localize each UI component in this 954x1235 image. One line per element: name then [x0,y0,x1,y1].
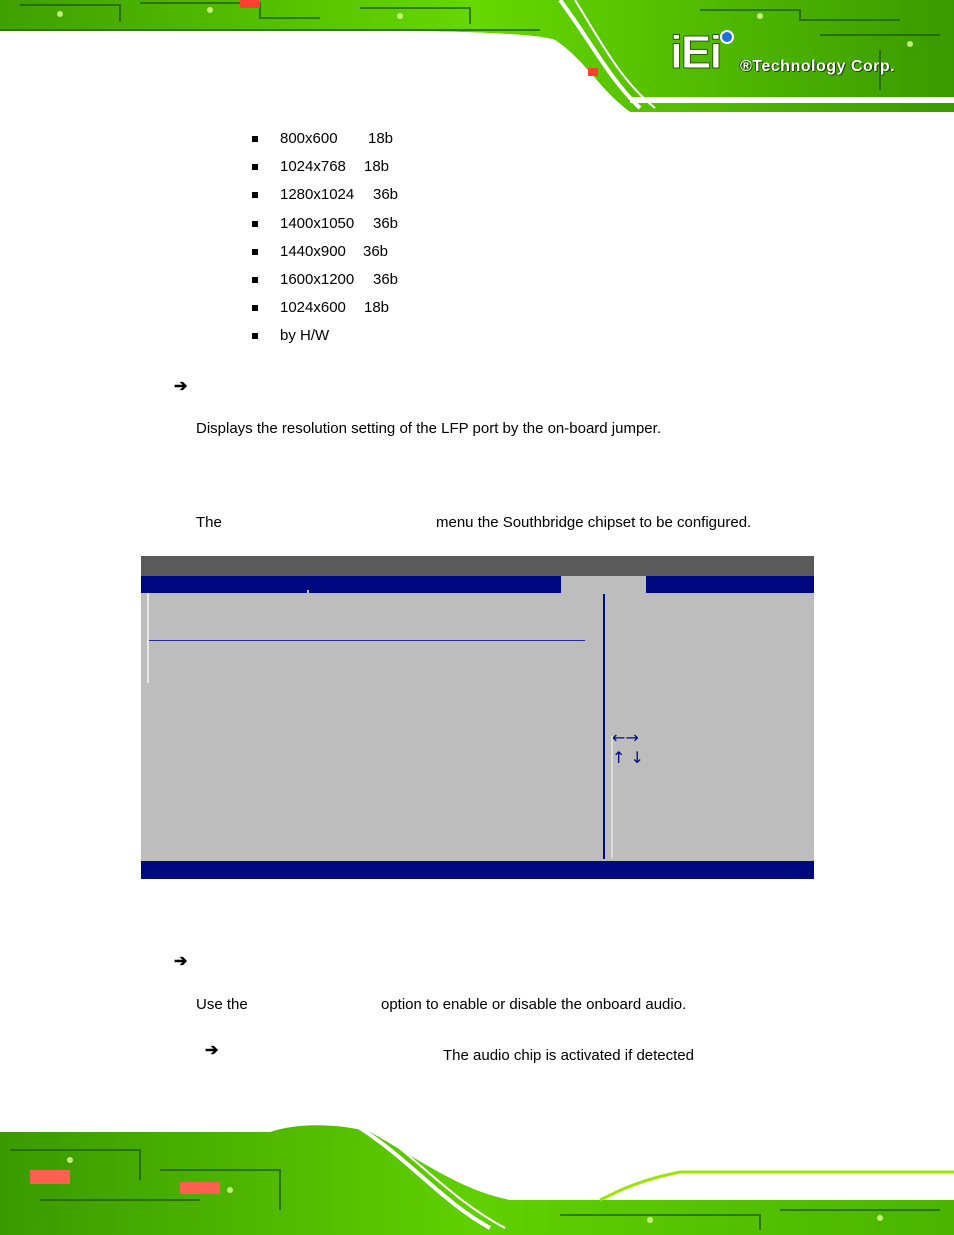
bios-key-legend [612,728,644,768]
resolution-value: 1280x1024 [280,186,355,204]
square-bullet-icon [252,136,258,142]
square-bullet-icon [252,305,258,311]
bios-title-bar [141,556,814,576]
square-bullet-icon [252,164,258,170]
audio-intro-end: option to enable or disable the onboard audio. [381,996,687,1013]
resolution-value: 1600x1200 [280,270,355,288]
resolution-value: 1440x900 [280,242,346,260]
resolution-value: by H/W [280,327,330,345]
arrow-bullet-icon: ➔ [174,378,188,395]
lfp-description: Displays the resolution setting of the LFP port by the on-board jumper. [196,420,661,437]
southbridge-intro-end: menu the Southbridge chipset to be configured. [436,514,752,531]
audio-intro-start: Use the [196,996,248,1013]
resolution-bits: 18b [364,158,390,176]
left-right-arrows-icon: ←→ [612,728,639,747]
square-bullet-icon [252,221,258,227]
bios-help-divider [603,594,605,859]
resolution-bits: 18b [368,130,394,147]
page-footer [0,1120,954,1235]
logo-text: ®Technology Corp. [740,58,896,75]
bios-active-tab [561,576,646,593]
resolution-value: 1024x768 [280,158,346,176]
southbridge-intro-start: The [196,514,222,531]
logo-mark: iEi [670,26,721,78]
bios-menu-bar [141,576,814,593]
square-bullet-icon [252,192,258,198]
resolution-value: 800x600 [280,130,338,147]
bios-tab-separator [307,590,309,593]
arrow-bullet-icon: ➔ [205,1042,219,1059]
company-logo [664,26,954,86]
bios-status-bar [141,861,814,879]
resolution-bits: 36b [373,214,399,232]
circuit-board-footer-image [0,1120,954,1235]
resolution-bits: 36b [373,270,399,288]
bios-screenshot [141,556,814,879]
bios-divider-line [149,640,585,641]
square-bullet-icon [252,277,258,283]
logo-dot-icon [720,30,734,44]
arrow-bullet-icon: ➔ [174,953,188,970]
up-down-arrows-icon: ↑ ↓ [612,748,644,767]
resolution-bits: 36b [373,186,399,204]
square-bullet-icon [252,249,258,255]
bios-panel-edge [147,593,149,683]
page-header [0,0,954,112]
resolution-value: 1024x600 [280,299,346,317]
resolution-bits: 18b [364,299,390,317]
square-bullet-icon [252,333,258,339]
resolution-value: 1400x1050 [280,214,355,232]
resolution-bits: 36b [363,242,389,260]
audio-auto-description: The audio chip is activated if detected [443,1047,694,1064]
